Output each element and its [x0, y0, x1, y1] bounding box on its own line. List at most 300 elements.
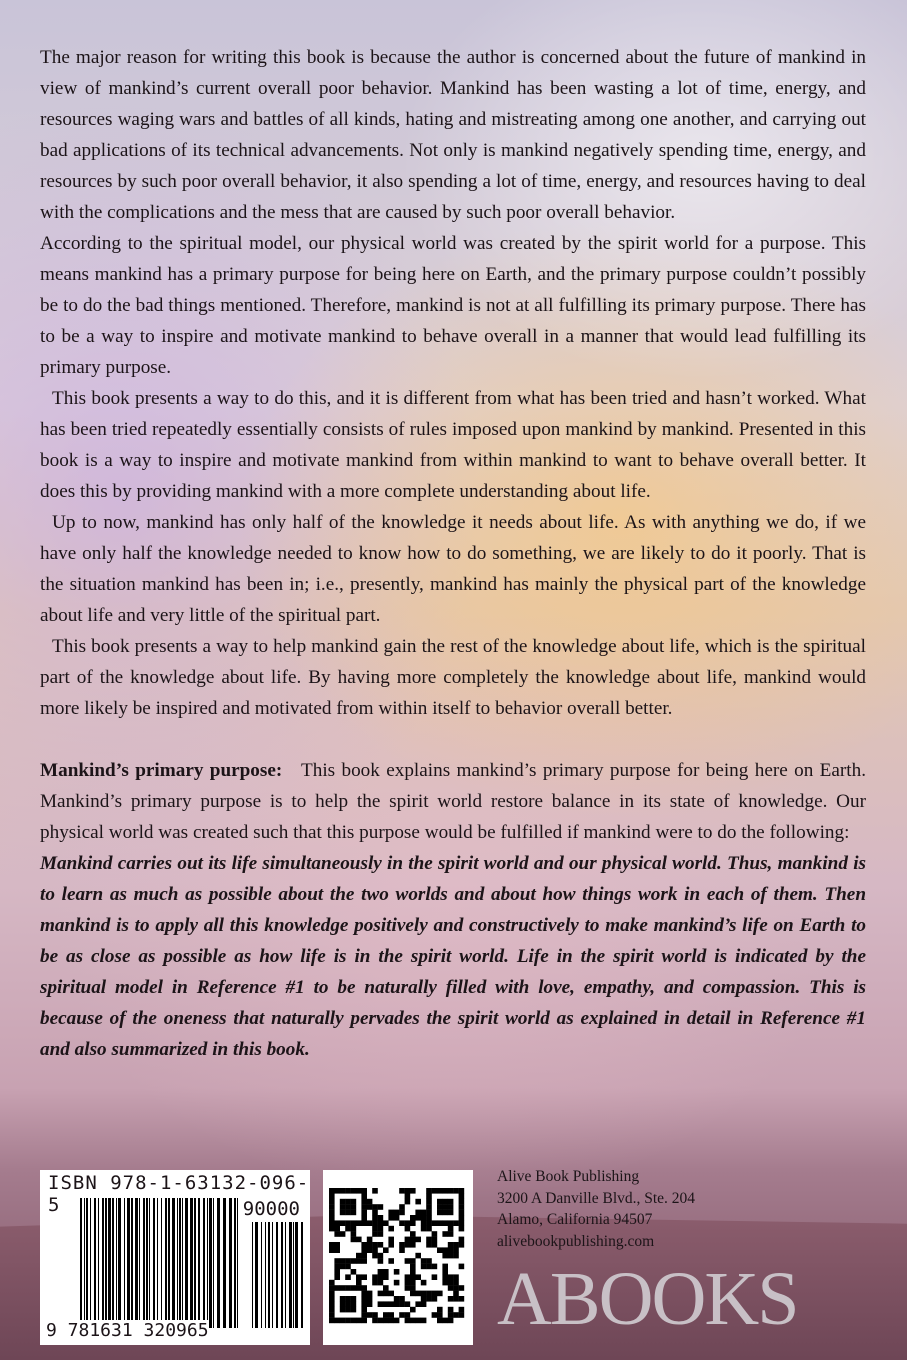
bar: [334, 1188, 340, 1194]
bar: [351, 1237, 357, 1243]
bar: [410, 1242, 416, 1248]
bar: [415, 1291, 421, 1297]
bar: [351, 1188, 357, 1194]
bar: [340, 1199, 346, 1205]
bar: [86, 1198, 88, 1328]
bar: [295, 1222, 298, 1328]
publisher-address-1: 3200 A Danville Blvd., Ste. 204: [497, 1189, 696, 1207]
bar: [459, 1210, 465, 1216]
paragraph-1: The major reason for writing this book is because the author is concerned about the future of mankind in view of mankind’s current overall poor behavior. Mankind has been wasting a lot of time, energy, and resources waging wars and battles of all kinds, hating and mistreating among one another, and carrying out bad applications of its technical advancements. Not only is mankind negatively spending time, energy, and resources by such poor overall behavior, it also spending a lot of time, energy, and resources having to deal with the complications and the mess that are caused by such poor overall behavior.: [40, 47, 866, 223]
bar: [378, 1301, 384, 1307]
bar: [329, 1242, 335, 1248]
bar: [372, 1204, 378, 1210]
bar: [378, 1253, 384, 1259]
bar: [421, 1220, 427, 1226]
bar: [426, 1193, 432, 1199]
bar: [329, 1280, 335, 1286]
bar: [448, 1231, 454, 1237]
bar: [351, 1269, 357, 1275]
bar: [361, 1307, 367, 1313]
bar: [127, 1198, 130, 1328]
bar: [410, 1220, 416, 1226]
bar: [289, 1222, 292, 1328]
bar: [448, 1285, 454, 1291]
bar: [394, 1296, 400, 1302]
bar: [157, 1198, 158, 1328]
bar: [345, 1307, 351, 1313]
bar: [182, 1198, 183, 1328]
publisher-logo: ABOOKS: [497, 1257, 798, 1341]
purpose-paragraph: [40, 755, 866, 848]
bar: [448, 1242, 454, 1248]
bar: [118, 1198, 121, 1328]
bar: [207, 1198, 208, 1328]
bar: [383, 1269, 389, 1275]
bar: [432, 1220, 438, 1226]
bar: [356, 1258, 362, 1264]
bar: [410, 1274, 416, 1280]
bar: [203, 1198, 205, 1328]
bar: [405, 1280, 411, 1286]
bar: [388, 1242, 394, 1248]
bar: [437, 1312, 443, 1318]
bar: [432, 1312, 438, 1318]
bar: [410, 1280, 416, 1286]
bar: [459, 1296, 465, 1302]
bar: [334, 1274, 340, 1280]
bar: [135, 1198, 138, 1328]
bar: [356, 1285, 362, 1291]
bar: [361, 1199, 367, 1205]
bar: [372, 1226, 378, 1232]
bar: [394, 1210, 400, 1216]
bar: [383, 1274, 389, 1280]
bar: [448, 1188, 454, 1194]
bar: [334, 1247, 340, 1253]
bar: [405, 1226, 411, 1232]
bar: [415, 1210, 421, 1216]
bar: [281, 1222, 283, 1328]
bar: [399, 1188, 405, 1194]
bar: [143, 1198, 145, 1328]
bar: [426, 1199, 432, 1205]
back-cover-text: [40, 42, 866, 1065]
bar: [217, 1198, 220, 1328]
bar: [432, 1188, 438, 1194]
bar: [361, 1188, 367, 1194]
bar: [177, 1198, 178, 1328]
bar: [372, 1242, 378, 1248]
bar: [410, 1258, 416, 1264]
bar: [442, 1253, 448, 1259]
bar: [272, 1222, 273, 1328]
bar: [415, 1237, 421, 1243]
bar: [367, 1237, 373, 1243]
purpose-quote: Mankind carries out its life simultaneously in the spirit world and our physical world. Thus, mankind is to learn as much as possible about the two worlds and about how things work in each of them. Then mankind is to apply all this knowledge positively and constructively to make mankind’s life on Earth to be as close as possible as how life is in the spirit world. Life in the spirit world is indicated by the spiritual model in Reference #1 to be naturally filled with love, empathy, and compassion. This is because of the oneness that naturally pervades the spirit world as explained in detail in Reference #1 and also summarized in this book.: [40, 853, 866, 1060]
bar: [356, 1318, 362, 1324]
bar: [112, 1198, 114, 1328]
qr-code-pattern: [323, 1170, 473, 1345]
bar: [388, 1291, 394, 1297]
bar: [261, 1222, 262, 1328]
bar: [410, 1231, 416, 1237]
bar: [453, 1312, 459, 1318]
bar: [448, 1247, 454, 1253]
bar: [345, 1226, 351, 1232]
bar: [383, 1301, 389, 1307]
bar: [442, 1220, 448, 1226]
bar: [448, 1226, 454, 1232]
bar: [340, 1318, 346, 1324]
bar: [285, 1222, 286, 1328]
isbn-barcode: [40, 1170, 310, 1345]
bar: [453, 1285, 459, 1291]
bar: [378, 1215, 384, 1221]
bar: [442, 1247, 448, 1253]
price-addon: 90000: [242, 1198, 300, 1220]
purpose-text: This book explains mankind’s primary purpose for being here on Earth. Mankind’s primary purpose is to help the spirit world restore balance in its state of knowledge. Our physical world was created such that this purpose would be fulfilled if mankind were to do the following:: [40, 760, 866, 843]
bar: [394, 1269, 400, 1275]
bar: [448, 1312, 454, 1318]
bar: [442, 1210, 448, 1216]
bar: [372, 1318, 378, 1324]
paragraph-3: This book presents a way to do this, and it is different from what has been tried and hasn’t worked. What has been tried repeatedly essentially consists of rules imposed upon mankind by mankind. Presented in this book is a way to inspire and motivate mankind from within mankind to want to behave overall better. It does this by providing mankind with a more complete understanding about life.: [40, 388, 866, 502]
bar: [252, 1222, 253, 1328]
bar: [383, 1291, 389, 1297]
bar: [399, 1210, 405, 1216]
publisher-address-2: Alamo, California 94507: [497, 1211, 653, 1228]
bar: [383, 1318, 389, 1324]
bar: [448, 1199, 454, 1205]
bar: [351, 1318, 357, 1324]
bar: [329, 1220, 335, 1226]
bar: [426, 1258, 432, 1264]
bar: [410, 1237, 416, 1243]
bar: [367, 1301, 373, 1307]
bar: [405, 1193, 411, 1199]
bar: [437, 1291, 443, 1297]
bar: [351, 1231, 357, 1237]
bar: [410, 1269, 416, 1275]
bar: [421, 1258, 427, 1264]
bar: [165, 1198, 167, 1328]
bar: [426, 1210, 432, 1216]
bar: [437, 1220, 443, 1226]
bar: [459, 1285, 465, 1291]
bar: [388, 1258, 394, 1264]
bar: [190, 1198, 193, 1328]
bar: [378, 1258, 384, 1264]
bar: [405, 1242, 411, 1248]
bar: [372, 1312, 378, 1318]
bar: [340, 1301, 346, 1307]
bar: [345, 1301, 351, 1307]
paragraph-4: Up to now, mankind has only half of the knowledge it needs about life. As with anything we do, if we have only half the knowledge needed to know how to do something, we are likely to do it poorly. That is the situation mankind has been in; i.e., presently, mankind has mainly the physical part of the knowledge about life and very little of the spiritual part.: [40, 512, 866, 626]
bar: [351, 1296, 357, 1302]
bar: [361, 1285, 367, 1291]
bar: [453, 1247, 459, 1253]
bar: [453, 1274, 459, 1280]
bar: [340, 1264, 346, 1270]
bar: [351, 1199, 357, 1205]
bar: [329, 1307, 335, 1313]
bar: [405, 1312, 411, 1318]
bar: [334, 1318, 340, 1324]
bar: [361, 1253, 367, 1259]
bar: [388, 1210, 394, 1216]
bar: [345, 1274, 351, 1280]
bar: [399, 1296, 405, 1302]
bar: [293, 1222, 294, 1328]
bar: [399, 1242, 405, 1248]
bar: [367, 1199, 373, 1205]
bar: [448, 1210, 454, 1216]
bar: [334, 1269, 340, 1275]
bar: [405, 1301, 411, 1307]
bar: [351, 1258, 357, 1264]
bar: [405, 1258, 411, 1264]
bar: [153, 1198, 155, 1328]
bar: [453, 1253, 459, 1259]
bar: [361, 1204, 367, 1210]
bar: [399, 1204, 405, 1210]
bar: [383, 1247, 389, 1253]
bar: [367, 1291, 373, 1297]
bar: [356, 1220, 362, 1226]
paragraph-2: According to the spiritual model, our physical world was created by the spirit world for a purpose. This means mankind has a primary purpose for being here on Earth, and the primary purpose couldn’t possibly be to do the bad things mentioned. Therefore, mankind is not at all fulfilling its primary purpose. There has to be a way to inspire and motivate mankind to behave overall in a manner that would lead fulfilling its primary purpose.: [40, 233, 866, 378]
bar: [388, 1215, 394, 1221]
bar: [329, 1296, 335, 1302]
bar: [426, 1237, 432, 1243]
bar: [329, 1215, 335, 1221]
bar: [213, 1198, 214, 1328]
bar: [356, 1188, 362, 1194]
bar: [94, 1198, 96, 1328]
bar: [459, 1312, 465, 1318]
bar: [131, 1198, 133, 1328]
bar: [361, 1301, 367, 1307]
bar: [410, 1264, 416, 1270]
bar: [432, 1242, 438, 1248]
bar: [329, 1226, 335, 1232]
bar: [340, 1285, 346, 1291]
bar: [442, 1199, 448, 1205]
bar: [84, 1198, 85, 1328]
bar: [388, 1226, 394, 1232]
bar: [448, 1296, 454, 1302]
bar: [388, 1301, 394, 1307]
bar: [268, 1222, 270, 1328]
bar: [383, 1312, 389, 1318]
bar: [351, 1220, 357, 1226]
bar: [345, 1199, 351, 1205]
bar: [432, 1274, 438, 1280]
bar: [80, 1198, 82, 1328]
bar: [329, 1204, 335, 1210]
publisher-name: Alive Book Publishing: [497, 1168, 640, 1185]
bar: [329, 1247, 335, 1253]
bar: [459, 1264, 465, 1270]
bar: [334, 1231, 340, 1237]
bar: [432, 1231, 438, 1237]
bar: [410, 1307, 416, 1313]
bar: [378, 1291, 384, 1297]
bar: [276, 1222, 278, 1328]
bar: [372, 1220, 378, 1226]
bar: [442, 1318, 448, 1324]
bar: [437, 1247, 443, 1253]
bar: [329, 1291, 335, 1297]
bar: [334, 1285, 340, 1291]
bar: [361, 1247, 367, 1253]
bar: [426, 1204, 432, 1210]
bar: [255, 1222, 258, 1328]
bar: [421, 1318, 427, 1324]
bar: [426, 1188, 432, 1194]
bar: [415, 1274, 421, 1280]
bar: [383, 1220, 389, 1226]
bar: [351, 1210, 357, 1216]
bar: [453, 1291, 459, 1297]
bar: [237, 1198, 238, 1328]
bar: [448, 1307, 454, 1313]
bar: [334, 1242, 340, 1248]
bar: [345, 1188, 351, 1194]
bar: [367, 1247, 373, 1253]
bar: [361, 1258, 367, 1264]
bar: [421, 1264, 427, 1270]
bar: [372, 1274, 378, 1280]
bar: [442, 1204, 448, 1210]
bar: [345, 1296, 351, 1302]
bar: [198, 1198, 200, 1328]
bar: [229, 1198, 232, 1328]
bar: [394, 1301, 400, 1307]
bar: [459, 1199, 465, 1205]
bar: [388, 1312, 394, 1318]
bar: [329, 1188, 335, 1194]
bar: [361, 1242, 367, 1248]
bar: [459, 1215, 465, 1221]
bar: [378, 1274, 384, 1280]
bar: [378, 1220, 384, 1226]
bar: [459, 1307, 465, 1313]
bar: [437, 1188, 443, 1194]
bar: [108, 1198, 111, 1328]
bar: [399, 1312, 405, 1318]
bar: [361, 1210, 367, 1216]
bar: [90, 1198, 91, 1328]
bar: [415, 1301, 421, 1307]
bar: [415, 1318, 421, 1324]
bar: [367, 1242, 373, 1248]
bar: [448, 1204, 454, 1210]
bar: [410, 1285, 416, 1291]
bar: [340, 1204, 346, 1210]
publisher-info: [497, 1166, 695, 1252]
bar: [378, 1242, 384, 1248]
bar: [372, 1215, 378, 1221]
bar: [394, 1280, 400, 1286]
bar: [421, 1226, 427, 1232]
bar: [345, 1220, 351, 1226]
bar: [168, 1198, 170, 1328]
bar: [459, 1220, 465, 1226]
bar: [405, 1274, 411, 1280]
barcode-bars: [40, 1170, 310, 1345]
bar: [453, 1188, 459, 1194]
bar: [448, 1280, 454, 1286]
bar: [432, 1296, 438, 1302]
bar: [361, 1215, 367, 1221]
bar: [345, 1318, 351, 1324]
bar: [453, 1242, 459, 1248]
bar: [448, 1318, 454, 1324]
bar: [356, 1280, 362, 1286]
bar: [410, 1188, 416, 1194]
bar: [139, 1198, 140, 1328]
bar: [102, 1198, 104, 1328]
bar: [372, 1247, 378, 1253]
bar: [209, 1198, 212, 1328]
bar: [426, 1264, 432, 1270]
bar: [372, 1231, 378, 1237]
bar: [378, 1204, 384, 1210]
bar: [372, 1210, 378, 1216]
bar: [149, 1198, 150, 1328]
bar: [421, 1215, 427, 1221]
bar: [399, 1301, 405, 1307]
bar: [340, 1307, 346, 1313]
bar: [329, 1312, 335, 1318]
bar: [421, 1301, 427, 1307]
bar: [459, 1193, 465, 1199]
bar: [426, 1215, 432, 1221]
bar: [329, 1210, 335, 1216]
bar: [448, 1220, 454, 1226]
purpose-heading: Mankind’s primary purpose:: [40, 760, 283, 781]
bar: [223, 1198, 226, 1328]
qr-code: [323, 1170, 473, 1345]
bar: [378, 1269, 384, 1275]
bar: [459, 1237, 465, 1243]
bar: [448, 1253, 454, 1259]
bar: [388, 1318, 394, 1324]
bar: [351, 1307, 357, 1313]
bar: [116, 1198, 117, 1328]
publisher-website[interactable]: alivebookpublishing.com: [497, 1232, 655, 1250]
bar: [356, 1253, 362, 1259]
bar: [459, 1188, 465, 1194]
bar: [432, 1264, 438, 1270]
bar: [361, 1312, 367, 1318]
bar: [426, 1226, 432, 1232]
bar: [410, 1215, 416, 1221]
bar: [405, 1199, 411, 1205]
bar: [351, 1301, 357, 1307]
bar: [367, 1312, 373, 1318]
bar: [361, 1220, 367, 1226]
bar: [329, 1318, 335, 1324]
bar: [437, 1307, 443, 1313]
bar: [345, 1210, 351, 1216]
bar: [426, 1242, 432, 1248]
bar: [378, 1231, 384, 1237]
bar: [146, 1198, 148, 1328]
bar: [329, 1193, 335, 1199]
bar: [453, 1220, 459, 1226]
bar: [405, 1318, 411, 1324]
